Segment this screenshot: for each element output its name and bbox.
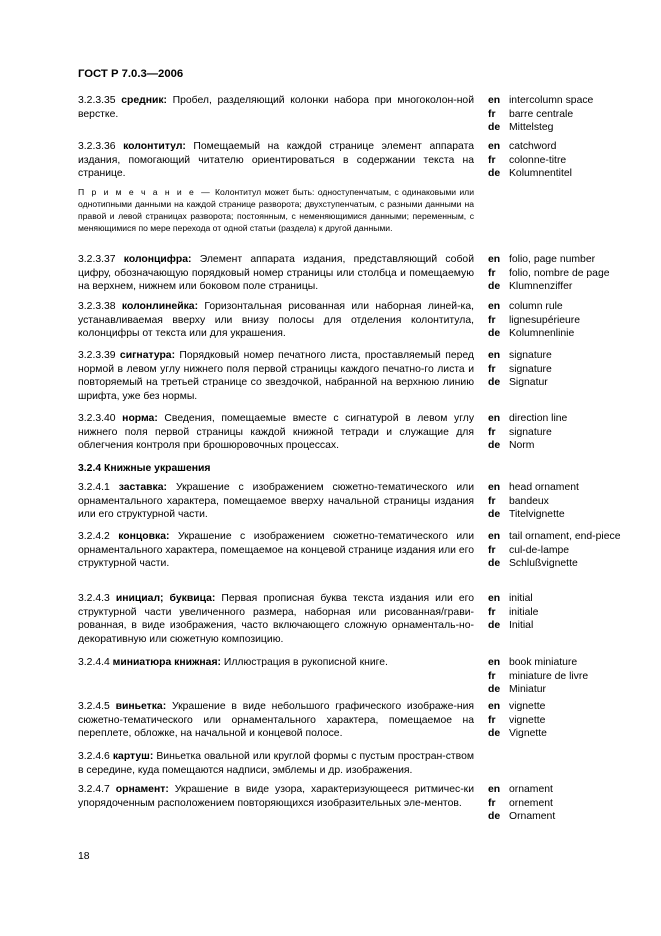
translation: tail ornament, end-piece (509, 531, 621, 542)
entry-text: Украшение с изображением сюжетно-тематического или орнаментального характера, помещаемое вверху начальной страницы издания или его структурной части. (78, 482, 474, 521)
lang-code: fr (488, 544, 496, 556)
translation: cul-de-lampe (509, 544, 570, 556)
translations-3-2-4-1 (488, 481, 638, 522)
term-entry-3-2-3-39 (78, 349, 474, 403)
term-entry-3-2-4-3 (78, 592, 474, 646)
lang-code: en (488, 784, 501, 795)
entry-text: Элемент аппарата издания, представляющий собой цифру, обозначающую порядковый номер страницы или столбца и помещаемую на верхнем, нижнем или боковом поле страницы. (78, 254, 474, 293)
lang-code: fr (488, 267, 496, 279)
entry-number: 3.2.4.3 (78, 593, 110, 604)
translation: signature (509, 363, 552, 375)
entry-term: колонтитул: (123, 141, 186, 152)
translation: colonne-titre (509, 154, 567, 166)
translation: head ornament (509, 482, 579, 493)
lang-code: fr (488, 314, 496, 326)
entry-number: 3.2.3.40 (78, 413, 116, 424)
entry-number: 3.2.3.35 (78, 95, 116, 106)
entry-term: сигнатура: (119, 350, 176, 361)
lang-code: en (488, 141, 501, 152)
document-header: ГОСТ Р 7.0.3—2006 (78, 68, 184, 80)
translations-3-2-4-3 (488, 592, 638, 633)
entry-number: 3.2.3.38 (78, 301, 116, 312)
lang-code: fr (488, 363, 496, 375)
translations-3-2-3-39 (488, 349, 638, 390)
translations-3-2-4-2 (488, 530, 638, 571)
entry-term: концовка: (118, 531, 170, 542)
lang-code: en (488, 701, 501, 712)
translation: Klumnenziffer (509, 281, 573, 293)
translation: Kolumnentitel (509, 168, 572, 180)
translations-3-2-3-40 (488, 412, 638, 453)
entry-number: 3.2.4.1 (78, 482, 110, 493)
entry-term: орнамент: (115, 784, 169, 795)
translation: Vignette (509, 728, 547, 740)
term-entry-3-2-4-5 (78, 700, 474, 741)
entry-text: Украшение в виде небольшого графического изображе-ния сюжетно-тематического или орнаментального характера, помещаемое на переплете, обложке, на начальной и концевой полосе. (78, 701, 474, 740)
term-entry-3-2-4-4 (78, 656, 474, 670)
translation: Signatur (509, 377, 548, 389)
lang-code: fr (488, 426, 496, 438)
translation: initiale (509, 606, 539, 618)
translation: intercolumn space (509, 95, 594, 106)
lang-code: en (488, 254, 501, 265)
lang-code: de (488, 122, 501, 134)
lang-code: de (488, 281, 501, 293)
lang-code: fr (488, 797, 496, 809)
lang-code: fr (488, 714, 496, 726)
entry-term: колонцифра: (123, 254, 192, 265)
translation: column rule (509, 301, 563, 312)
term-entry-3-2-3-38 (78, 300, 474, 341)
translation: folio, nombre de page (509, 267, 610, 279)
lang-code: en (488, 350, 501, 361)
entry-number: 3.2.3.37 (78, 254, 116, 265)
lang-code: fr (488, 154, 496, 166)
lang-code: en (488, 413, 501, 424)
entry-text: Иллюстрация в рукописной книге. (223, 657, 388, 668)
translation: Kolumnenlinie (509, 328, 575, 340)
term-entry-3-2-3-40 (78, 412, 474, 453)
translation: direction line (509, 413, 568, 424)
translations-3-2-3-38 (488, 300, 638, 341)
translation: Schlußvignette (509, 558, 578, 570)
translations-3-2-3-37 (488, 253, 638, 294)
term-entry-3-2-4-6 (78, 750, 474, 777)
page-number: 18 (78, 851, 90, 862)
translation: signature (509, 350, 552, 361)
entry-term: норма: (122, 413, 158, 424)
lang-code: de (488, 509, 501, 521)
translations-3-2-3-35 (488, 94, 638, 135)
translation: Titelvignette (509, 509, 565, 521)
term-entry-3-2-3-35 (78, 94, 474, 121)
translation: ornament (509, 784, 553, 795)
translation: miniature de livre (509, 670, 589, 682)
translations-3-2-3-36 (488, 140, 638, 181)
translation: Ornament (509, 811, 556, 823)
translations-3-2-4-7 (488, 783, 638, 824)
entry-text: Виньетка овальной или круглой формы с пустым простран-ством в середине, куда помещаются надписи, эмблемы и др. изображения. (78, 751, 475, 776)
entry-number: 3.2.3.36 (78, 141, 116, 152)
entry-text: Украшение с изображением сюжетно-тематического или орнаментального характера, помещаемое на концевой странице издания или его структурной части. (78, 531, 475, 570)
entry-term: инициал; буквица: (115, 593, 216, 604)
lang-code: en (488, 482, 501, 493)
translation: vignette (509, 701, 546, 712)
entry-number: 3.2.4.6 (78, 751, 110, 762)
note-text: Колонтитул может быть: одноступенчатым, с одинаковыми или однотипными данными на каждой странице разворота; двухступенчатым, с разными данными на правой и левой страницах разворота; постоянным, с неменяющимися данными; переменным, с меняющимися по мере перехода от одной статьи (раздела) к другой данными. (78, 187, 474, 233)
entry-text: Сведения, помещаемые вместе с сигнатурой в левом углу нижнего поля первой страницы каждой книжной тетради и служащие для облегчения контроля при брошюровочных процессах. (78, 413, 475, 452)
lang-code: fr (488, 108, 496, 120)
entry-term: виньетка: (115, 701, 167, 712)
lang-code: fr (488, 495, 496, 507)
translation: signature (509, 426, 552, 438)
entry-number: 3.2.4.2 (78, 531, 110, 542)
entry-text: Первая прописная буква текста издания или его структурной части увеличенного размера, наборная или рисованная/грави-рованная, в виде изображения, часто включающего сложную орнаменталь-но-декоративную или сюжетную композицию. (78, 593, 475, 645)
lang-code: en (488, 531, 501, 542)
term-entry-3-2-4-7 (78, 783, 474, 810)
entry-text: Помещаемый на каждой странице элемент аппарата издания, помогающий читателю ориентироваться в содержании текста на странице. (78, 141, 475, 180)
lang-code: de (488, 728, 501, 740)
entry-number: 3.2.4.4 (78, 657, 110, 668)
lang-code: de (488, 168, 501, 180)
term-entry-3-2-3-36 (78, 140, 474, 181)
translation: lignesupérieure (509, 314, 581, 326)
lang-code: fr (488, 606, 496, 618)
translation: book miniature (509, 657, 578, 668)
term-entry-3-2-4-1 (78, 481, 474, 522)
translation: Initial (509, 620, 534, 632)
note-label: П р и м е ч а н и е — (78, 187, 212, 197)
lang-code: de (488, 558, 501, 570)
lang-code: de (488, 328, 501, 340)
entry-text: Пробел, разделяющий колонки набора при многоколон-ной верстке. (78, 95, 475, 120)
translation: ornement (509, 797, 553, 809)
entry-term: миниатюра книжная: (112, 657, 221, 668)
entry-text: Украшение в виде узора, характеризующееся ритмичес-ки упорядоченным расположением повторяющихся изобразительных эле-ментов. (78, 784, 475, 809)
lang-code: en (488, 301, 501, 312)
section-heading: 3.2.4 Книжные украшения (78, 463, 211, 474)
lang-code: de (488, 377, 501, 389)
translation: bandeux (509, 495, 549, 507)
translation: vignette (509, 714, 546, 726)
translation: Norm (509, 440, 535, 452)
lang-code: en (488, 593, 501, 604)
lang-code: de (488, 620, 501, 632)
entry-term: заставка: (118, 482, 167, 493)
translations-3-2-4-5 (488, 700, 638, 741)
lang-code: en (488, 657, 501, 668)
translation: Mittelsteg (509, 122, 554, 134)
lang-code: fr (488, 670, 496, 682)
translation: initial (509, 593, 533, 604)
term-entry-3-2-4-2 (78, 530, 474, 571)
lang-code: de (488, 684, 501, 696)
entry-text: Горизонтальная рисованная или наборная линей-ка, устанавливаемая вверху или внизу полосы для отделения колонтитула, колонцифры от текста или для украшения. (78, 301, 474, 340)
entry-number: 3.2.4.7 (78, 784, 110, 795)
entry-number: 3.2.3.39 (78, 350, 116, 361)
lang-code: de (488, 440, 501, 452)
entry-text: Порядковый номер печатного листа, проставляемый перед нормой в левом углу нижнего поля первой страницы каждого печатно-го листа и повторяемый на третьей странице со звездочкой, набранной на верхнюю линию шрифта, уже без нормы. (78, 350, 474, 402)
lang-code: de (488, 811, 501, 823)
translation: barre centrale (509, 108, 574, 120)
translation: catchword (509, 141, 557, 152)
entry-number: 3.2.4.5 (78, 701, 110, 712)
translation: Miniatur (509, 684, 546, 696)
note-block (78, 186, 474, 234)
lang-code: en (488, 95, 501, 106)
translations-3-2-4-4 (488, 656, 638, 697)
translation: folio, page number (509, 254, 596, 265)
entry-term: картуш: (112, 751, 154, 762)
entry-term: средник: (121, 95, 168, 106)
term-entry-3-2-3-37 (78, 253, 474, 294)
entry-term: колонлинейка: (121, 301, 199, 312)
